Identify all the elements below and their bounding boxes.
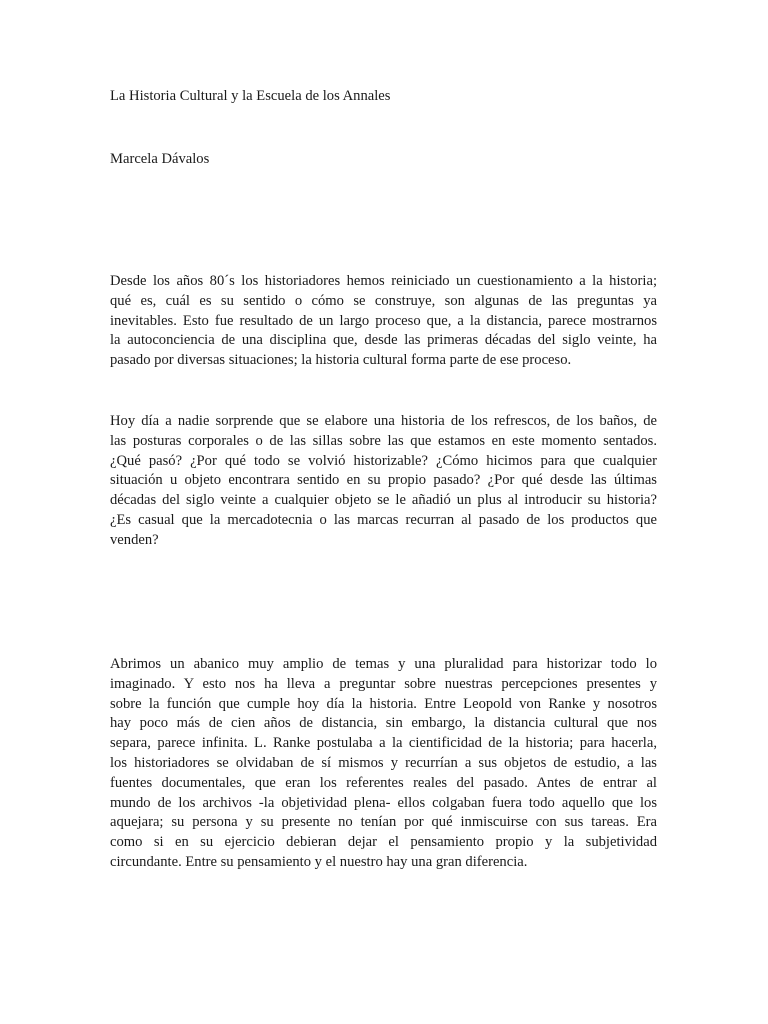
paragraph-line: venden? [110, 531, 159, 548]
author-name: Marcela Dávalos [110, 151, 210, 167]
paragraph-line: pasado por diversas situaciones; la historia cultural forma parte de ese proceso. [110, 352, 572, 369]
paragraph-3 [110, 655, 657, 873]
paragraph-2 [110, 412, 657, 551]
paragraph-line: inevitables. Esto fue resultado de un largo proceso que, a la distancia, parece mostrarnos [110, 312, 657, 329]
paragraph-line: décadas del siglo veinte a cualquier objeto se le añadió un plus al introducir su historia? [110, 492, 657, 509]
paragraph-line: Desde los años 80´s los historiadores hemos reiniciado un cuestionamiento a la historia; [110, 273, 657, 289]
paragraph-line: situación u objeto encontrara sentido en su propio pasado? ¿Por qué desde las últimas [110, 472, 657, 489]
paragraph-line: Hoy día a nadie sorprende que se elabore una historia de los refrescos, de los baños, de [110, 413, 657, 429]
paragraph-line: sobre la función que cumple hoy día la historia. Entre Leopold von Ranke y nosotros [110, 695, 657, 712]
paragraph-line: aquejara; su persona y su presente no tenían por qué inmiscuirse con sus tareas. Era [110, 814, 657, 831]
paragraph-line: como si en su ejercicio debieran dejar el pensamiento propio y la subjetividad [110, 834, 657, 851]
document-title: La Historia Cultural y la Escuela de los Annales [110, 88, 391, 104]
paragraph-line: qué es, cuál es su sentido o cómo se construye, son algunas de las preguntas ya [110, 292, 657, 309]
paragraph-line: las posturas corporales o de las sillas sobre las que estamos en este momento sentados. [110, 432, 657, 449]
paragraph-line: circundante. Entre su pensamiento y el nuestro hay una gran diferencia. [110, 853, 528, 870]
paragraph-line: la autoconciencia de una disciplina que, desde las primeras décadas del siglo veinte, ha [110, 332, 657, 349]
paragraph-line: imaginado. Y esto nos ha lleva a preguntar sobre nuestras percepciones presentes y [110, 675, 657, 692]
paragraph-line: ¿Es casual que la mercadotecnia o las marcas recurran al pasado de los productos que [110, 511, 657, 528]
paragraph-1 [110, 272, 657, 371]
paragraph-line: separa, parece infinita. L. Ranke postulaba a la cientificidad de la historia; para hacerla, [110, 735, 657, 752]
paragraph-line: ¿Qué pasó? ¿Por qué todo se volvió historizable? ¿Cómo hicimos para que cualquier [110, 452, 657, 469]
paragraph-line: fuentes documentales, que eran los referentes reales del pasado. Antes de entrar al [110, 774, 657, 791]
paragraph-line: hay poco más de cien años de distancia, sin embargo, la distancia cultural que nos [110, 715, 657, 732]
paragraph-line: mundo de los archivos -la objetividad plena- ellos colgaban fuera todo aquello que los [110, 794, 657, 811]
paragraph-line: Abrimos un abanico muy amplio de temas y una pluralidad para historizar todo lo [110, 656, 657, 672]
paragraph-line: los historiadores se olvidaban de sí mismos y recurrían a sus objetos de estudio, a las [110, 754, 657, 771]
